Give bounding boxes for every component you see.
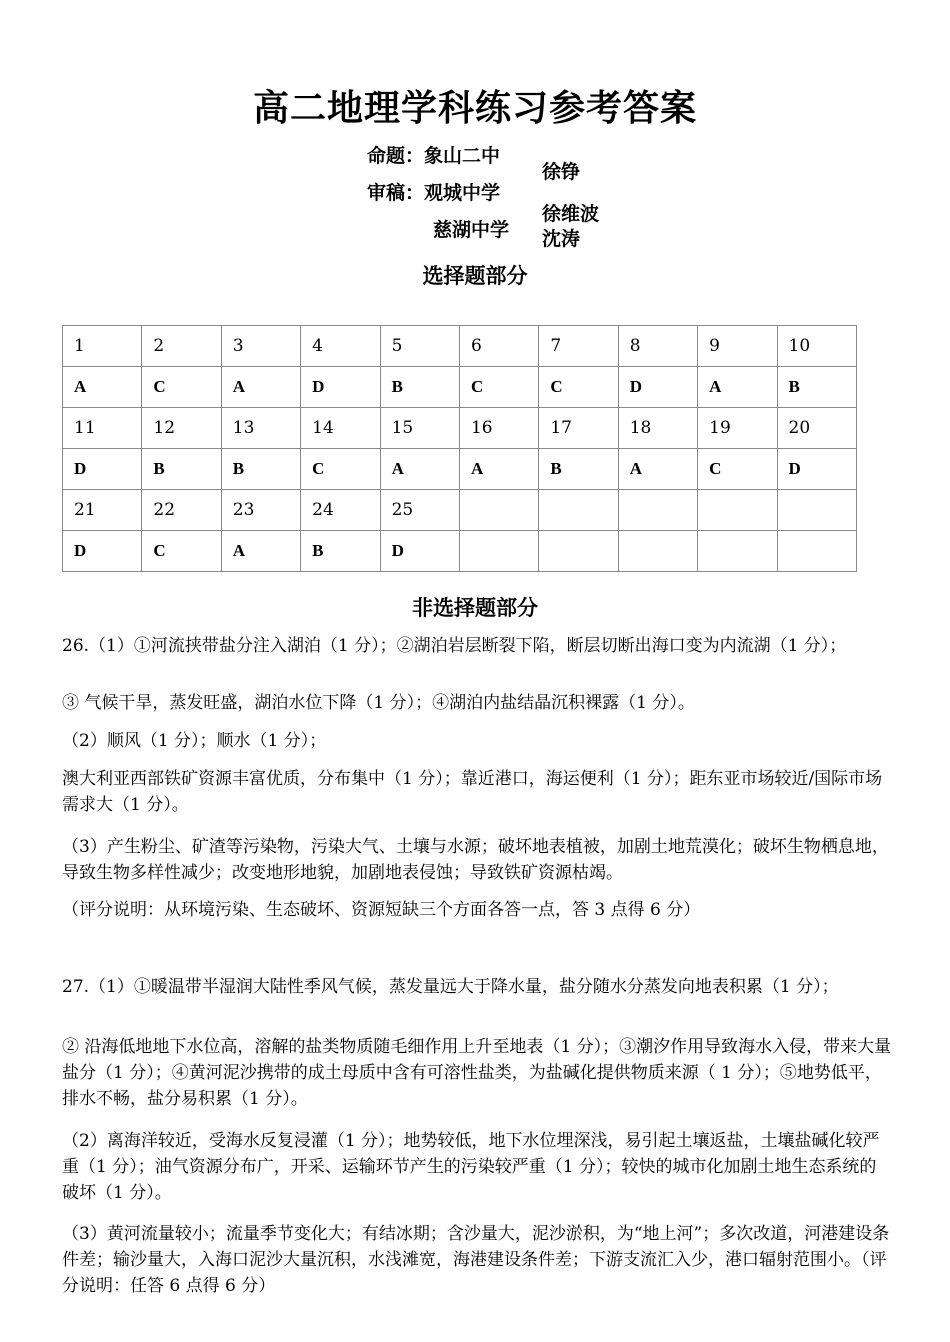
answer-cell: D (777, 449, 856, 490)
question-number-cell: 20 (777, 408, 856, 449)
answer-cell: A (63, 367, 142, 408)
answer-cell: A (459, 449, 538, 490)
question-number-cell: 17 (539, 408, 618, 449)
answer-cell: B (142, 449, 221, 490)
question-number-cell: 13 (221, 408, 300, 449)
answer-letter-row (63, 449, 857, 490)
question-number-row (63, 326, 857, 367)
question-number-cell: 25 (380, 490, 459, 531)
q26-part1-b: ③ 气候干旱，蒸发旺盛，湖泊水位下降（1 分）；④湖泊内盐结晶沉积裸露（1 分）。 (62, 693, 695, 713)
section-heading-nonchoice: 非选择题部分 (412, 596, 538, 620)
question-number-cell: 10 (777, 326, 856, 367)
reviewer2-school: 慈湖中学 (433, 219, 510, 241)
question-number-cell: 19 (698, 408, 777, 449)
question-number-cell (618, 490, 697, 531)
question-number-cell: 7 (539, 326, 618, 367)
answer-cell: C (301, 449, 380, 490)
question-number-cell: 18 (618, 408, 697, 449)
question-number-cell: 11 (63, 408, 142, 449)
section-heading-choice: 选择题部分 (422, 264, 528, 288)
question-number-cell: 5 (380, 326, 459, 367)
q26-part2-b: 澳大利亚西部铁矿资源丰富优质，分布集中（1 分）；靠近港口，海运便利（1 分）；距东亚市场较近/国际市场需求大（1 分）。 (62, 769, 883, 815)
question-number-cell (698, 490, 777, 531)
question-number-cell: 21 (63, 490, 142, 531)
q26-part3: （3）产生粉尘、矿渣等污染物，污染大气、土壤与水源；破坏地表植被，加剧土地荒漠化；破坏生物栖息地，导致生物多样性减少；改变地形地貌，加剧地表侵蚀；导致铁矿资源枯竭。 (62, 837, 889, 883)
author-label: 命题：象山二中 (367, 145, 501, 167)
question-number-cell: 14 (301, 408, 380, 449)
reviewer-label: 审稿：观城中学 (367, 182, 501, 204)
answer-cell: A (698, 367, 777, 408)
answer-cell: B (777, 367, 856, 408)
answer-cell: B (539, 449, 618, 490)
answer-cell: B (221, 449, 300, 490)
answer-cell: D (380, 531, 459, 572)
q27-part3: （3）黄河流量较小；流量季节变化大；有结冰期；含沙量大，泥沙淤积，为“地上河”；多次改道，河港建设条件差；输沙量大，入海口泥沙大量沉积，水浅滩宽，海港建设条件差；下游支流汇入少，港口辐射范围小。（评分说明：任答 6 点得 6 分） (62, 1224, 890, 1296)
answer-letter-row (63, 367, 857, 408)
document-title: 高二地理学科练习参考答案 (252, 87, 697, 129)
answer-cell (539, 531, 618, 572)
answer-cell: B (380, 367, 459, 408)
question-number-cell: 24 (301, 490, 380, 531)
answer-cell (459, 531, 538, 572)
answer-cell (777, 531, 856, 572)
question-number-cell: 22 (142, 490, 221, 531)
answer-letter-row (63, 531, 857, 572)
q27-part1-b: ② 沿海低地地下水位高，溶解的盐类物质随毛细作用上升至地表（1 分）；③潮汐作用导致海水入侵，带来大量盐分（1 分）；④黄河泥沙携带的成土母质中含有可溶性盐类，为盐碱化提供物质来源（ 1 分）；⑤地势低平，排水不畅，盐分易积累（1 分）。 (62, 1037, 892, 1109)
author-name: 徐铮 (542, 161, 581, 183)
question-number-row (63, 408, 857, 449)
answer-cell: C (459, 367, 538, 408)
reviewer-name: 徐维波 (542, 203, 600, 225)
question-number-cell: 9 (698, 326, 777, 367)
question-number-cell: 23 (221, 490, 300, 531)
question-number-cell: 1 (63, 326, 142, 367)
question-number-row (63, 490, 857, 531)
answer-cell (698, 531, 777, 572)
question-number-cell: 15 (380, 408, 459, 449)
question-number-cell (459, 490, 538, 531)
question-number-cell: 4 (301, 326, 380, 367)
question-number-cell: 3 (221, 326, 300, 367)
answer-cell: C (539, 367, 618, 408)
answer-cell: D (301, 367, 380, 408)
answer-cell: A (221, 367, 300, 408)
q26-part2-a: （2）顺风（1 分）；顺水（1 分）； (62, 731, 327, 751)
answer-cell: A (618, 449, 697, 490)
answer-cell: A (380, 449, 459, 490)
question-number-cell (539, 490, 618, 531)
answer-cell: C (142, 367, 221, 408)
answer-cell: D (63, 449, 142, 490)
answer-cell (618, 531, 697, 572)
question-number-cell: 2 (142, 326, 221, 367)
answer-cell: A (221, 531, 300, 572)
reviewer2-name: 沈涛 (542, 228, 581, 250)
question-number-cell: 8 (618, 326, 697, 367)
answer-cell: D (618, 367, 697, 408)
answer-cell: C (142, 531, 221, 572)
answer-table (62, 325, 857, 572)
q27-part1-a: 27.（1）①暖温带半湿润大陆性季风气候，蒸发量远大于降水量，盐分随水分蒸发向地表积累（1 分）； (62, 977, 839, 997)
q26-scoring-note: （评分说明：从环境污染、生态破坏、资源短缺三个方面各答一点，答 3 点得 6 分） (62, 900, 701, 920)
question-number-cell: 6 (459, 326, 538, 367)
question-number-cell (777, 490, 856, 531)
question-number-cell: 16 (459, 408, 538, 449)
answer-cell: C (698, 449, 777, 490)
answer-cell: B (301, 531, 380, 572)
question-number-cell: 12 (142, 408, 221, 449)
q27-part2: （2）离海洋较近，受海水反复浸灌（1 分）；地势较低，地下水位埋深浅，易引起土壤返盐，土壤盐碱化较严重（1 分）；油气资源分布广，开采、运输环节产生的污染较严重（1 分）；较快的城市化加剧土地生态系统的破坏（1 分）。 (62, 1131, 880, 1203)
answer-cell: D (63, 531, 142, 572)
q26-part1-a: 26.（1）①河流挟带盐分注入湖泊（1 分）；②湖泊岩层断裂下陷，断层切断出海口变为内流湖（1 分）； (62, 636, 847, 656)
